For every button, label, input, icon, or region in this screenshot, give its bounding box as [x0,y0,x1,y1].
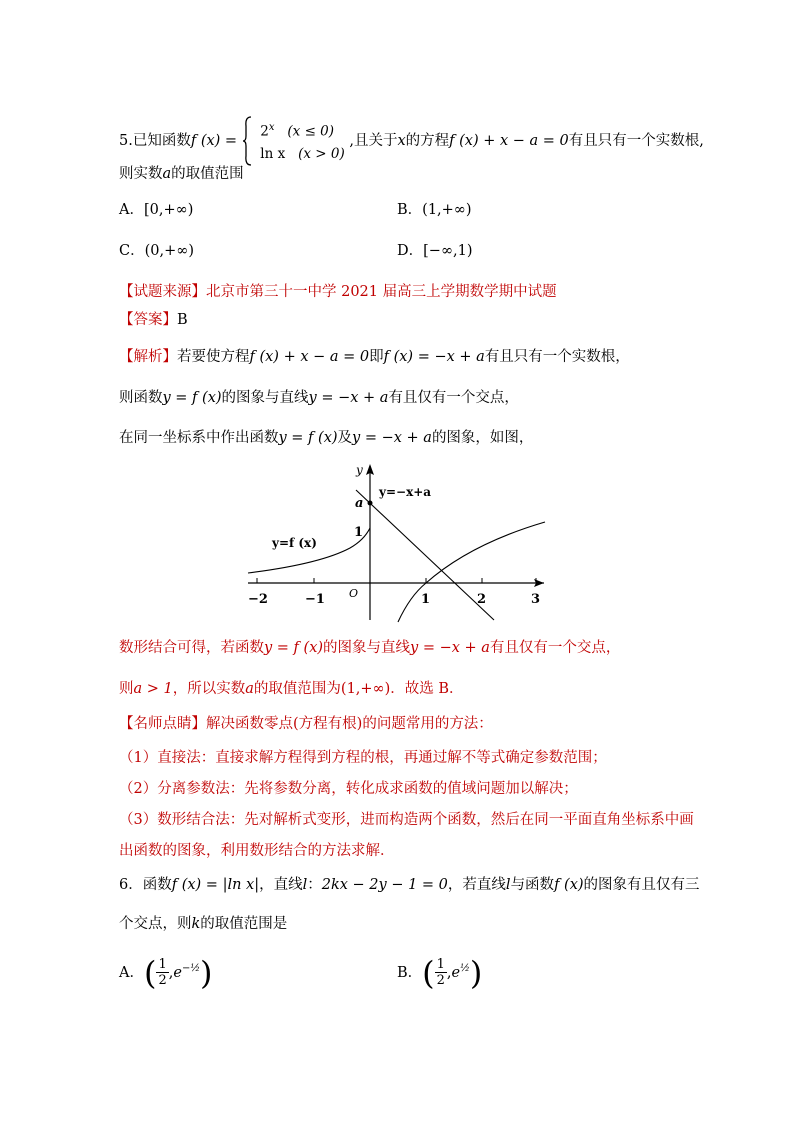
option-value: (1,+∞) [422,202,472,218]
q5-equation: f (x) + x − a = 0 [449,133,569,149]
x-tick-label: 1 [421,592,431,607]
option-value: (0,+∞) [144,243,194,259]
analysis-text: 及 [337,430,353,446]
q6-text: 与函数 [510,877,555,893]
q6-var-k: k [191,916,201,932]
concl-range: (1,+∞) [340,681,391,697]
analysis-eq: y = f (x) [278,430,338,446]
analysis-eq: y = f (x) [162,390,222,406]
q5-var-x: x [397,133,406,149]
y-label: y [356,463,363,477]
q5-line2-prefix: 则实数 [119,166,163,182]
x-tick-label: 2 [477,592,487,607]
q5-stem-mid2: 的方程 [405,133,450,149]
analysis-text: 即 [369,349,384,365]
option-value: [0,+∞) [143,202,194,218]
source-text: 北京市第三十一中学 2021 届高三上学期数学期中试题 [206,284,557,300]
concl-text: 有且仅有一个交点， [489,640,621,656]
piece1-cond: (x ≤ 0) [287,123,335,140]
q5-conclusion-line2 [119,679,464,699]
q5-var-a: a [162,166,172,182]
q6-text: 的图象有且仅有三 [583,877,700,893]
q5-stem-prefix: 5.已知函数 [119,133,191,149]
q5-option-c [119,241,194,261]
tip-text: 解决函数零点(方程有根)的问题常用的方法： [206,716,493,732]
q5-piecewise [242,116,345,166]
q5-stem-suffix: 有且只有一个实数根, [568,133,704,149]
q5-conclusion-line1 [119,638,620,658]
analysis-text: 有且只有一个实数根， [484,349,630,365]
concl-text: 的图象与直线 [323,640,411,656]
tip-tag: 【名师点睛】 [119,716,206,732]
option-label: B． [397,202,423,218]
curve-label: y=f (x) [272,536,317,550]
origin-label: O [349,587,359,600]
q6-func2: f (x) [554,877,584,893]
q6-var-l: l [505,877,511,893]
option-label: C． [119,243,145,259]
q6-option-b: B．( $\frac{1}{2}$ $,e^{\frac{1}{2}}$) [397,953,483,992]
x-tick-label: −2 [248,592,268,607]
q5-tip-header [119,714,493,734]
concl-text: 的取值范围为 [253,681,341,697]
piece1-expr: 2 [260,123,269,140]
q5-analysis-line1 [119,347,630,367]
tip-item-1: （1）直接法：直接求解方程得到方程的根，再通过解不等式确定参数范围； [119,750,607,766]
q5-answer [119,310,188,330]
q5-stem-line1 [119,116,704,166]
analysis-text: 有且仅有一个交点， [388,390,519,406]
q6-text: 个交点，则 [119,916,192,932]
q6-text: ，直线 [259,877,303,893]
e-base: e [173,964,182,981]
answer-text: B [177,312,188,328]
piece1-exp: x [268,122,275,134]
point-a [368,501,373,506]
q6-stem-prefix: 6．函数 [119,877,172,893]
q6-text: 的取值范围是 [200,916,288,932]
option-label: D． [397,243,424,259]
analysis-text: 则函数 [119,390,163,406]
concl-eq: a > 1 [133,681,173,697]
concl-eq: y = −x + a [410,640,490,656]
concl-text: ．故选 B． [390,681,464,697]
analysis-eq: f (x) + x − a = 0 [249,349,370,365]
concl-text: ，所以实数 [172,681,246,697]
frac-num: 1 [158,957,167,973]
q5-stem-mid1: ,且关于 [349,133,398,149]
analysis-eq: y = −x + a [352,430,432,446]
ln-curve [398,522,545,622]
q6-text: ： [307,877,322,893]
fraction [435,957,447,988]
concl-text: 则 [119,681,134,697]
answer-tag: 【答案】 [119,312,177,328]
x-tick-label: −1 [305,592,325,607]
analysis-text: 的图象与直线 [221,390,309,406]
line-label: y=−x+a [379,485,432,499]
tip-item-3-cont: 出函数的图象，利用数形结合的方法求解． [119,843,395,859]
tip-item-2: （2）分离参数法：先将参数分离，转化成求函数的值域问题加以解决； [119,781,578,797]
e-exponent: ½ [460,963,470,974]
analysis-text: 在同一坐标系中作出函数 [119,430,279,446]
q5-func-lhs: f (x) = [190,133,238,149]
analysis-tag: 【解析】 [119,349,177,365]
analysis-eq: f (x) = −x + a [383,349,485,365]
q6-stem-line2 [119,914,287,934]
function-graph [240,460,560,625]
option-label: A． [119,964,144,981]
q5-line2-suffix: 的取值范围 [171,166,244,182]
analysis-eq: y = −x + a [308,390,389,406]
option-label: B． [397,964,423,981]
e-base: e [451,964,461,981]
a-label: a [355,496,364,511]
analysis-text: 的图象，如图， [431,430,534,446]
fraction [156,957,168,988]
q6-line-eq: 2kx − 2y − 1 = 0 [321,877,448,893]
source-tag: 【试题来源】 [119,284,206,300]
q5-analysis-line3 [119,428,533,448]
q5-pieces [260,117,344,165]
x-tick-label: 3 [531,592,541,607]
e-exponent: −½ [181,963,201,974]
q5-stem-line2 [119,164,244,184]
q5-source [119,282,557,302]
q6-var-l: l [302,877,308,893]
analysis-text: 若要使方程 [177,349,250,365]
q6-stem-line1 [119,875,700,895]
q5-option-b [397,200,472,220]
concl-eq: y = f (x) [264,640,324,656]
one-label: 1 [354,525,364,540]
tip-item-3: （3）数形结合法：先对解析式变形，进而构造两个函数，然后在同一平面直角坐标系中画 [119,812,694,828]
option-label: A． [119,202,144,218]
frac-den: 2 [436,973,445,989]
q6-text: ，若直线 [447,877,506,893]
q6-option-a: A．( $\frac{1}{2}$ $,e^{-\frac{1}{2}}$) [119,953,213,992]
piece2-expr: ln x [260,145,286,162]
frac-num: 1 [436,957,445,973]
left-brace-icon [242,116,252,166]
concl-var: a [245,681,254,697]
q5-option-d [397,241,473,261]
piece2-cond: (x > 0) [298,145,345,162]
option-value: [−∞,1) [423,243,473,259]
q5-analysis-line2 [119,388,519,408]
exp-curve [248,528,370,573]
frac-den: 2 [158,973,167,989]
q6-func: f (x) = |ln x| [171,877,260,893]
concl-text: 数形结合可得，若函数 [119,640,264,656]
q5-option-a [119,200,193,220]
